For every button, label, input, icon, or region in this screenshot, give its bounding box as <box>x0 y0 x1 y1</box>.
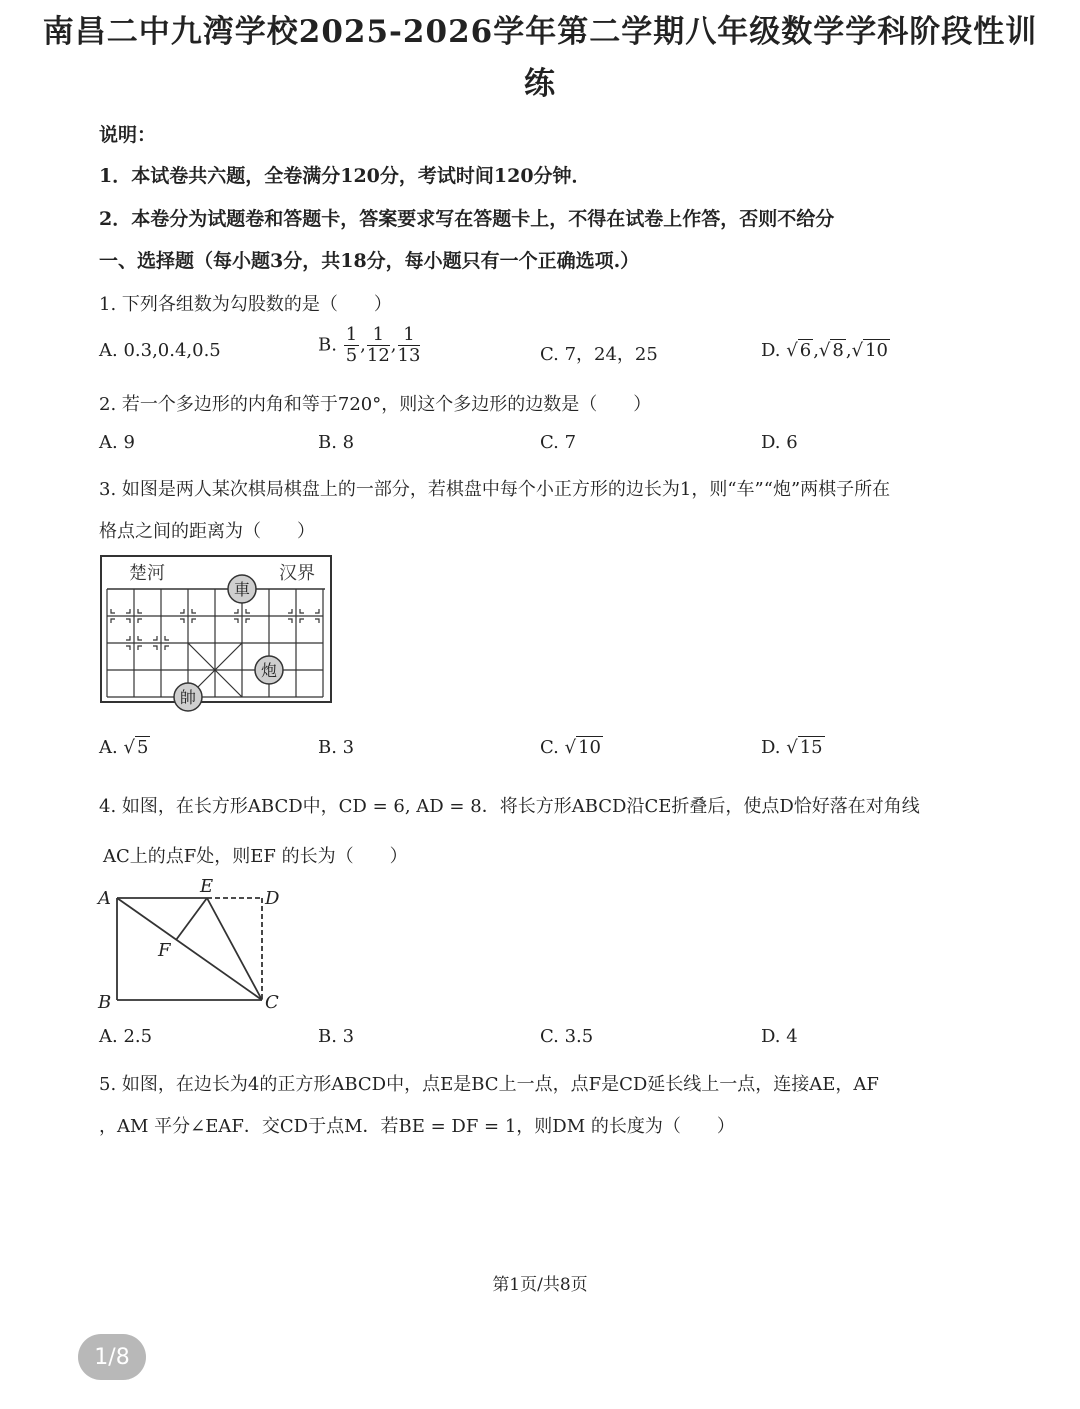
fraction-denominator: 12 <box>366 345 390 366</box>
radicand: 10 <box>578 737 601 758</box>
q2-option-c: C. 7 <box>540 432 577 453</box>
instruction-item-1: 1．本试卷共六题，全卷满分120分，考试时间120分钟． <box>99 165 591 187</box>
sqrt-expression: √ 15 <box>786 737 823 758</box>
q1-option-c: C. 7，24，25 <box>540 344 658 365</box>
exam-title-line2: 练 <box>524 66 556 102</box>
q3-option-a-label: A. <box>99 737 118 758</box>
fraction-denominator: 13 <box>397 345 421 366</box>
sqrt-expression: √ 8 <box>818 340 844 361</box>
sqrt-expression: √ 10 <box>564 737 601 758</box>
point-label-c: C <box>265 992 279 1013</box>
fraction <box>344 325 359 366</box>
figure-lines <box>117 898 262 1000</box>
question-3-stem-line1: 3. 如图是两人某次棋局棋盘上的一部分，若棋盘中每个小正方形的边长为1，则“车”“炮”两棋子所在 <box>99 479 891 500</box>
q1-option-b-label: B. <box>318 334 337 356</box>
sqrt-expression: √ 10 <box>851 340 888 361</box>
point-label-a: A <box>98 888 111 909</box>
fraction <box>367 325 390 366</box>
q3-option-c <box>540 737 603 758</box>
q4-option-a: A. 2.5 <box>99 1026 153 1047</box>
point-label-f: F <box>158 940 171 961</box>
page-indicator-badge[interactable]: 1/8 <box>78 1334 146 1380</box>
q4-option-c: C. 3.5 <box>540 1026 594 1047</box>
sqrt-expression: √ 5 <box>123 737 149 758</box>
radicand: 6 <box>799 340 812 361</box>
q2-option-b: B. 8 <box>318 432 355 453</box>
q1-option-d: D. √ 6 ,√ 8 ,√ 10 <box>761 340 888 361</box>
question-3-stem-line2: 格点之间的距离为（ ） <box>99 521 315 542</box>
question-2-stem: 2. 若一个多边形的内角和等于720°，则这个多边形的边数是（ ） <box>99 394 652 415</box>
q3-option-b: B. 3 <box>318 737 355 758</box>
section-heading-choice: 一、选择题（每小题3分，共18分，每小题只有一个正确选项.） <box>99 250 640 272</box>
instructions-heading: 说明： <box>99 124 157 146</box>
fraction-numerator: 1 <box>367 325 390 346</box>
q2-option-d: D. 6 <box>761 432 798 453</box>
piece-pao-label: 炮 <box>260 661 278 680</box>
fraction-denominator: 5 <box>345 345 358 366</box>
question-1-stem: 1. 下列各组数为勾股数的是（ ） <box>99 294 392 315</box>
exam-title-line1: 南昌二中九湾学校2025-2026学年第二学期八年级数学学科阶段性训 <box>42 14 1038 50</box>
chess-piece-pao <box>255 656 283 684</box>
sqrt-expression: √ 6 <box>786 340 812 361</box>
question-4-stem-line1: 4. 如图，在长方形ABCD中，CD = 6, AD = 8．将长方形ABCD沿CE折叠后，使点D恰好落在对角线 <box>99 796 920 817</box>
q4-option-d: D. 4 <box>761 1026 798 1047</box>
fraction-numerator: 1 <box>345 324 358 345</box>
q3-option-d-label: D. <box>761 737 781 758</box>
q3-option-d <box>761 737 825 758</box>
point-label-e: E <box>200 876 214 897</box>
piece-shuai-label: 帥 <box>179 688 197 707</box>
radicand: 10 <box>865 340 888 361</box>
page-footer: 第1页/共8页 <box>492 1275 588 1295</box>
point-label-b: B <box>98 992 112 1013</box>
q4-option-b: B. 3 <box>318 1026 355 1047</box>
chess-piece-che <box>228 575 256 603</box>
q1-option-b: B. $\frac{1}{5}$ , $\frac{1}{12}$ , $\frac{1}{13}$ <box>318 324 421 366</box>
radicand: 8 <box>832 340 844 361</box>
radicand: 15 <box>799 737 823 758</box>
radicand: 5 <box>136 737 149 758</box>
q3-option-c-label: C. <box>540 737 559 758</box>
q1-option-a: A. 0.3,0.4,0.5 <box>99 340 221 361</box>
instruction-item-2: 2．本卷分为试题卷和答题卡，答案要求写在答题卡上，不得在试卷上作答，否则不给分 <box>99 208 835 230</box>
board-grid <box>107 589 323 697</box>
question-5-stem-line1: 5. 如图，在边长为4的正方形ABCD中，点E是BC上一点，点F是CD延长线上一点，连接AE，AF <box>99 1074 879 1095</box>
point-label-d: D <box>265 888 280 909</box>
chessboard-figure <box>99 554 335 714</box>
question-4-stem-line2: AC上的点F处，则EF 的长为（ ） <box>103 846 408 867</box>
river-label-han-jie: 汉界 <box>279 563 315 584</box>
river-label-chu-he: 楚河 <box>129 563 165 584</box>
fraction-numerator: 1 <box>398 325 421 346</box>
q3-option-a <box>99 737 150 758</box>
piece-che-label: 車 <box>233 580 251 599</box>
fraction <box>398 325 421 366</box>
question-5-stem-line2: ，AM 平分∠EAF．交CD于点M．若BE = DF = 1，则DM 的长度为（ ） <box>99 1116 735 1137</box>
q2-option-a: A. 9 <box>99 432 135 453</box>
q1-option-d-label: D. <box>761 340 781 361</box>
rectangle-fold-figure <box>92 874 292 1016</box>
chess-piece-shuai <box>174 683 202 711</box>
